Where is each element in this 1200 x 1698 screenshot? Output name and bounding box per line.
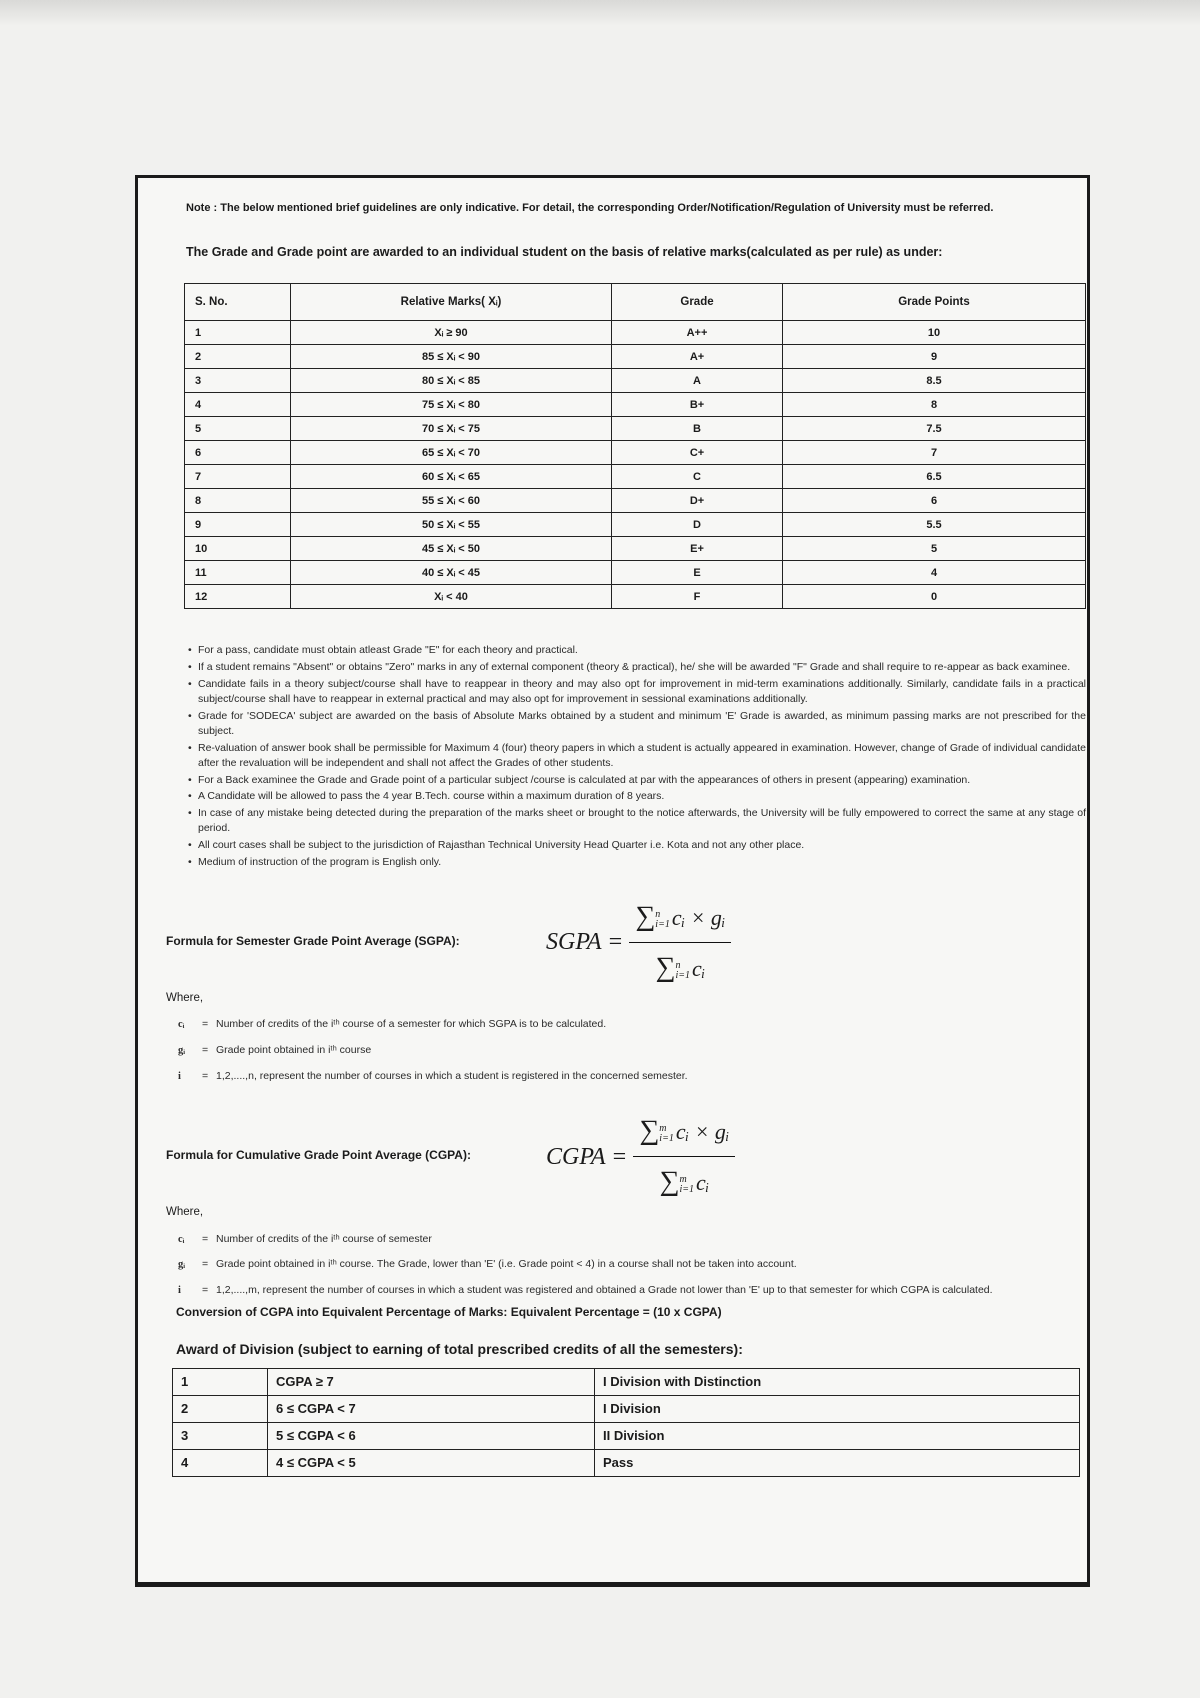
list-item: • A Candidate will be allowed to pass the 4 year B.Tech. course within a maximum duration of 8 years. [186, 789, 1086, 804]
sgpa-def-c [178, 1017, 1086, 1033]
cell-sno: 5 [185, 417, 291, 441]
table-row [173, 1422, 1080, 1449]
list-item: • Re-valuation of answer book shall be permissible for Maximum 4 (four) theory papers in which a student is actually appeared in examination. However, change of Grade of individual candidate after the revaluation will be independent and shall not affect the Grades of other students. [186, 741, 1086, 771]
cell-points: 8.5 [783, 369, 1086, 393]
cell-no: 4 [173, 1449, 268, 1476]
sum-top: n [675, 959, 681, 971]
table-row [185, 513, 1086, 537]
sum-bottom: i=1 [659, 1133, 674, 1145]
cgpa-def-i [178, 1283, 1086, 1299]
cell-points: 6.5 [783, 465, 1086, 489]
cell-sno: 7 [185, 465, 291, 489]
cell-sno: 8 [185, 489, 291, 513]
award-title: Award of Division (subject to earning of total prescribed credits of all the semesters): [176, 1340, 743, 1357]
sgpa-fraction [629, 896, 731, 989]
header-relative-marks: Relative Marks( Xᵢ) [291, 284, 612, 321]
cell-marks: 55 ≤ Xᵢ < 60 [291, 489, 612, 513]
cell-sno: 12 [185, 585, 291, 609]
sum-limits [675, 961, 690, 981]
table-row [185, 441, 1086, 465]
list-item: • If a student remains "Absent" or obtains "Zero" marks in any of external component (theory & practical), he/ she will be awarded "F" Grade and shall require to re-appear as back examinee. [186, 660, 1086, 675]
sigma-symbol: ∑ [659, 1166, 680, 1198]
def-equals: = [202, 1284, 209, 1297]
def-equals: = [202, 1232, 209, 1245]
def-symbol: gᵢ [178, 1259, 186, 1271]
cell-marks: 70 ≤ Xᵢ < 75 [291, 417, 612, 441]
cell-points: 0 [783, 585, 1086, 609]
cgpa-fraction [633, 1110, 735, 1203]
cell-grade: A+ [612, 345, 783, 369]
cell-division: II Division [595, 1422, 1080, 1449]
cell-marks: 60 ≤ Xᵢ < 65 [291, 465, 612, 489]
cell-points: 9 [783, 345, 1086, 369]
def-text: 1,2,....,n, represent the number of courses in which a student is registered in the concerned semester. [216, 1069, 688, 1082]
cell-grade: A [612, 369, 783, 393]
sum-top: m [659, 1123, 667, 1135]
cell-marks: Xᵢ ≥ 90 [291, 321, 612, 345]
cell-sno: 4 [185, 393, 291, 417]
cell-marks: 85 ≤ Xᵢ < 90 [291, 345, 612, 369]
cell-range: 4 ≤ CGPA < 5 [268, 1449, 595, 1476]
sgpa-num-expr: cᵢ × gᵢ [671, 904, 726, 930]
cell-points: 5.5 [783, 513, 1086, 537]
cell-marks: Xᵢ < 40 [291, 585, 612, 609]
sum-bottom: i=1 [675, 969, 690, 981]
sgpa-label: Formula for Semester Grade Point Average (SGPA): [166, 933, 460, 948]
cell-division: I Division with Distinction [595, 1368, 1080, 1395]
scan-top-edge [0, 0, 1200, 26]
list-item: • In case of any mistake being detected during the preparation of the marks sheet or brought to the notice afterwards, the University will be fully empowered to correct the same at any stage of period. [186, 806, 1086, 836]
cgpa-den-expr: cᵢ [695, 1170, 710, 1196]
cell-grade: E+ [612, 537, 783, 561]
division-table [172, 1368, 1080, 1477]
sigma-symbol: ∑ [655, 951, 676, 983]
cgpa-label: Formula for Cumulative Grade Point Average (CGPA): [166, 1148, 471, 1163]
cell-grade: B+ [612, 393, 783, 417]
list-item: • Medium of instruction of the program is English only. [186, 855, 1086, 870]
cell-points: 7.5 [783, 417, 1086, 441]
cell-marks: 65 ≤ Xᵢ < 70 [291, 441, 612, 465]
sum-top: n [655, 908, 661, 920]
table-row [185, 417, 1086, 441]
sgpa-denominator [655, 943, 705, 989]
list-item: • For a pass, candidate must obtain atleast Grade "E" for each theory and practical. [186, 643, 1086, 658]
cell-points: 6 [783, 489, 1086, 513]
cell-marks: 50 ≤ Xᵢ < 55 [291, 513, 612, 537]
cell-sno: 2 [185, 345, 291, 369]
table-row [173, 1449, 1080, 1476]
cell-no: 1 [173, 1368, 268, 1395]
cell-grade: D+ [612, 489, 783, 513]
def-symbol: i [178, 1285, 181, 1297]
cell-grade: C [612, 465, 783, 489]
table-row [185, 561, 1086, 585]
table-row [173, 1395, 1080, 1422]
table-row [185, 393, 1086, 417]
document-sheet [135, 175, 1090, 1587]
def-symbol: cᵢ [178, 1019, 185, 1031]
cell-division: I Division [595, 1395, 1080, 1422]
table-row [185, 321, 1086, 345]
cell-points: 8 [783, 393, 1086, 417]
sgpa-def-g [178, 1043, 1086, 1059]
cell-grade: D [612, 513, 783, 537]
header-grade: Grade [612, 284, 783, 321]
list-item: • Grade for 'SODECA' subject are awarded on the basis of Absolute Marks obtained by a student and minimum 'E' Grade is awarded, as minimum passing marks are not prescribed for the subject. [186, 709, 1086, 739]
cell-range: 5 ≤ CGPA < 6 [268, 1422, 595, 1449]
cell-points: 7 [783, 441, 1086, 465]
sum-limits [655, 910, 670, 930]
cell-points: 5 [783, 537, 1086, 561]
cgpa-formula [546, 1110, 735, 1203]
table-row [185, 369, 1086, 393]
def-text: Number of credits of the iᵗʰ course of semester [216, 1232, 432, 1245]
def-text: Number of credits of the iᵗʰ course of a semester for which SGPA is to be calculated. [216, 1018, 607, 1031]
intro-text: The Grade and Grade point are awarded to an individual student on the basis of relative marks(calculated as per rule) as under: [186, 244, 943, 259]
cell-no: 3 [173, 1422, 268, 1449]
sum-bottom: i=1 [679, 1184, 694, 1196]
cell-grade: E [612, 561, 783, 585]
cgpa-def-g [178, 1257, 1086, 1273]
def-symbol: cᵢ [178, 1233, 185, 1245]
cgpa-def-c [178, 1232, 1086, 1248]
cgpa-where: Where, [166, 1206, 204, 1219]
cgpa-lhs: CGPA = [546, 1143, 628, 1170]
sum-bottom: i=1 [655, 918, 670, 930]
cell-sno: 10 [185, 537, 291, 561]
cell-points: 10 [783, 321, 1086, 345]
cell-sno: 11 [185, 561, 291, 585]
def-symbol: i [178, 1070, 181, 1082]
cell-no: 2 [173, 1395, 268, 1422]
cell-sno: 9 [185, 513, 291, 537]
sigma-symbol: ∑ [635, 900, 656, 932]
grade-table-header-row [185, 284, 1086, 321]
cgpa-denominator [659, 1157, 709, 1203]
sgpa-where: Where, [166, 991, 204, 1004]
grade-table [184, 283, 1086, 609]
sgpa-def-i [178, 1069, 1086, 1085]
table-row [185, 585, 1086, 609]
def-equals: = [202, 1043, 209, 1056]
sgpa-formula [546, 896, 731, 989]
sigma-symbol: ∑ [639, 1115, 660, 1147]
cell-sno: 6 [185, 441, 291, 465]
cell-marks: 45 ≤ Xᵢ < 50 [291, 537, 612, 561]
def-equals: = [202, 1018, 209, 1031]
def-equals: = [202, 1258, 209, 1271]
cell-points: 4 [783, 561, 1086, 585]
list-item: • Candidate fails in a theory subject/course shall have to reappear in theory and may also opt for improvement in mid-term examinations additionally. Similarly, candidate fails in a practical subject/course shall have to reappear in external practical and may also opt for improvement in sessional examinations additionally. [186, 677, 1086, 707]
def-symbol: gᵢ [178, 1044, 186, 1056]
cell-grade: B [612, 417, 783, 441]
cell-sno: 1 [185, 321, 291, 345]
def-text: Grade point obtained in iᵗʰ course [216, 1043, 372, 1056]
cell-marks: 40 ≤ Xᵢ < 45 [291, 561, 612, 585]
cell-division: Pass [595, 1449, 1080, 1476]
note-text: Note : The below mentioned brief guidelines are only indicative. For detail, the corresponding Order/Notification/Regulation of University must be referred. [186, 202, 994, 214]
cell-range: CGPA ≥ 7 [268, 1368, 595, 1395]
def-text: Grade point obtained in iᵗʰ course. The Grade, lower than 'E' (i.e. Grade point < 4) in a course shall not be taken into account. [216, 1258, 797, 1271]
list-item: • All court cases shall be subject to the jurisdiction of Rajasthan Technical University Head Quarter i.e. Kota and not any other place. [186, 838, 1086, 853]
cell-grade: C+ [612, 441, 783, 465]
sum-top: m [679, 1174, 687, 1186]
table-row [173, 1368, 1080, 1395]
cell-marks: 80 ≤ Xᵢ < 85 [291, 369, 612, 393]
cell-marks: 75 ≤ Xᵢ < 80 [291, 393, 612, 417]
table-row [185, 489, 1086, 513]
document-content [166, 200, 1086, 1477]
sgpa-lhs: SGPA = [546, 929, 624, 956]
sgpa-numerator [629, 896, 731, 943]
def-text: 1,2,....,m, represent the number of courses in which a student was registered and obtained a Grade not lower than 'E' up to that semester for which CGPA is calculated. [216, 1284, 993, 1297]
cell-sno: 3 [185, 369, 291, 393]
sum-limits [679, 1175, 694, 1195]
sgpa-den-expr: cᵢ [691, 955, 706, 981]
guidelines-list [186, 643, 1086, 870]
table-row [185, 345, 1086, 369]
header-grade-points: Grade Points [783, 284, 1086, 321]
cgpa-formula-row [166, 1104, 1086, 1198]
def-equals: = [202, 1069, 209, 1082]
cgpa-num-expr: cᵢ × gᵢ [675, 1119, 730, 1145]
cell-grade: A++ [612, 321, 783, 345]
sum-limits [659, 1124, 674, 1144]
cell-grade: F [612, 585, 783, 609]
conversion-text: Conversion of CGPA into Equivalent Percentage of Marks: Equivalent Percentage = (10 x CGPA) [176, 1304, 722, 1319]
cgpa-numerator [633, 1110, 735, 1157]
sgpa-formula-row [166, 890, 1086, 983]
cell-range: 6 ≤ CGPA < 7 [268, 1395, 595, 1422]
header-sno: S. No. [185, 284, 291, 321]
table-row [185, 465, 1086, 489]
list-item: • For a Back examinee the Grade and Grade point of a particular subject /course is calculated at par with the appearances of others in present (appearing) examination. [186, 773, 1086, 788]
table-row [185, 537, 1086, 561]
